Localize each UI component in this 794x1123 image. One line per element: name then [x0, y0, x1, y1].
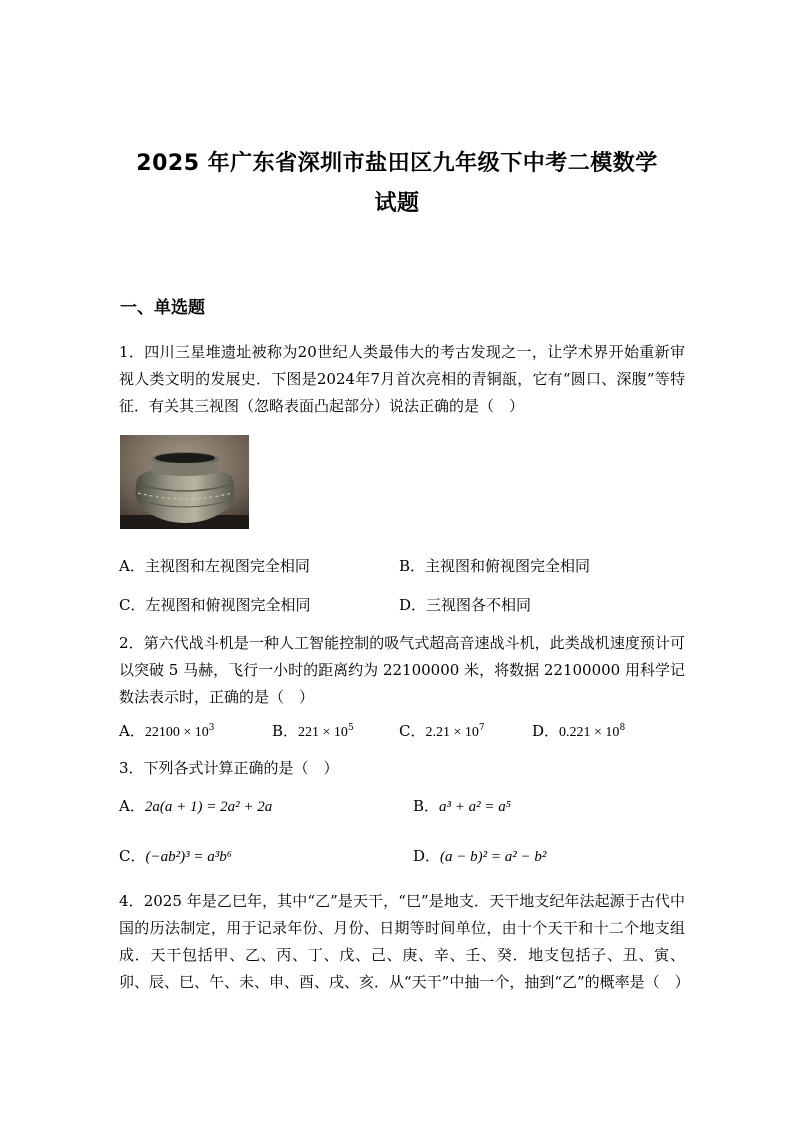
- option-a-label: A．: [119, 722, 145, 740]
- option-b-base: 221 × 10: [298, 725, 348, 740]
- question-4-stem: 4．2025 年是乙巳年，其中“乙”是天干，“巳”是地支．天干地支纪年法起源于古代中国的历法制定，用于记录年份、月份、日期等时间单位，由十个天干和十二个地支组成．天干包括甲、乙、丙、丁、戊、己、庚、辛、壬、癸．地支包括子、丑、寅、卯、辰、巳、午、未、申、酉、戌、亥．从“天干”中抽一个，抽到“乙”的概率是（ ）: [119, 892, 690, 991]
- option-d-label: D．: [413, 847, 441, 865]
- exam-title-line-2: 试题: [374, 191, 420, 216]
- option-c-label: C．: [399, 722, 426, 740]
- option-b-formula: a³ + a² = a⁵: [439, 799, 511, 815]
- option-c-exponent: 7: [478, 723, 485, 733]
- question-2-option-a: [119, 718, 214, 743]
- option-b-exponent: 5: [347, 723, 354, 733]
- question-1-stem: 1．四川三星堆遗址被称为20世纪人类最伟大的考古发现之一，让学术界开始重新审视人类文明的发展史．下图是2024年7月首次亮相的青铜瓿，它有“圆口、深腹”等特征．有关其三视图（忽略表面凸起部分）说法正确的是（ ）: [119, 343, 685, 415]
- option-a-formula: 2a(a + 1) = 2a² + 2a: [144, 799, 273, 815]
- option-a-label: A．: [119, 797, 145, 815]
- question-3-option-b: [413, 796, 511, 817]
- question-1-option-b: B．主视图和俯视图完全相同: [399, 557, 591, 575]
- bronze-vessel-image: [120, 435, 249, 529]
- question-3-stem: 3．下列各式计算正确的是（ ）: [119, 759, 339, 777]
- section-heading: 一、单选题: [120, 298, 205, 318]
- question-3-option-c: [119, 846, 232, 867]
- question-1-option-d: D．三视图各不相同: [399, 596, 532, 614]
- option-b-label: B．: [272, 722, 299, 740]
- option-c-base: 2.21 × 10: [425, 725, 479, 740]
- option-d-exponent: 8: [619, 723, 626, 733]
- question-2-option-d: [532, 718, 625, 743]
- question-2-option-b: [272, 718, 354, 743]
- option-c-label: C．: [119, 847, 146, 865]
- option-d-formula: (a − b)² = a² − b²: [440, 849, 547, 865]
- option-a-base: 22100 × 10: [144, 725, 209, 740]
- option-b-label: B．: [413, 797, 440, 815]
- option-d-base: 0.221 × 10: [559, 725, 620, 740]
- question-2-option-c: [399, 718, 485, 743]
- question-3-option-d: [413, 846, 546, 867]
- option-a-exponent: 3: [208, 723, 215, 733]
- question-3-option-a: [119, 796, 272, 817]
- option-d-label: D．: [532, 722, 560, 740]
- question-1-option-a: A．主视图和左视图完全相同: [119, 557, 310, 575]
- question-2-stem: 2．第六代战斗机是一种人工智能控制的吸气式超高音速战斗机，此类战机速度预计可以突破 5 马赫，飞行一小时的距离约为 22100000 米，将数据 22100000 用科学记数法表示时，正确的是（ ）: [119, 634, 685, 706]
- question-1-option-c: C．左视图和俯视图完全相同: [119, 596, 311, 614]
- option-c-formula: (−ab²)³ = a³b⁶: [145, 849, 232, 865]
- exam-title-line-1: 2025 年广东省深圳市盐田区九年级下中考二模数学: [136, 151, 658, 176]
